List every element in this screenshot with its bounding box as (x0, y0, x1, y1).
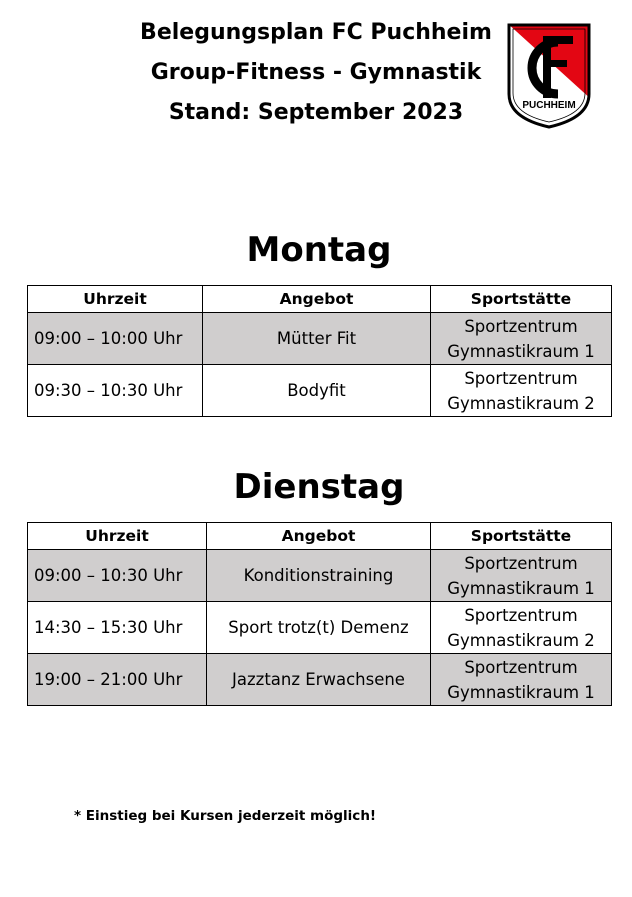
table-header-row (28, 286, 612, 313)
title-line-3: Stand: September 2023 (168, 100, 464, 125)
schedule-table-dienstag (27, 522, 612, 706)
schedule-table-montag (27, 285, 612, 417)
title-line-2: Group-Fitness - Gymnastik (150, 60, 482, 85)
venue-line-2: Gymnastikraum 1 (447, 341, 595, 361)
column-header-offer: Angebot (203, 286, 431, 313)
venue-line-1: Sportzentrum (464, 553, 578, 573)
column-header-venue: Sportstätte (431, 523, 612, 550)
footnote: * Einstieg bei Kursen jederzeit möglich! (74, 808, 377, 824)
venue-line-1: Sportzentrum (464, 316, 578, 336)
column-header-time: Uhrzeit (28, 523, 207, 550)
cell-time: 09:00 – 10:00 Uhr (28, 313, 203, 365)
column-header-venue: Sportstätte (431, 286, 612, 313)
venue-line-2: Gymnastikraum 2 (447, 630, 595, 650)
cell-venue (431, 602, 612, 654)
table-header-row (28, 523, 612, 550)
cell-time: 14:30 – 15:30 Uhr (28, 602, 207, 654)
column-header-offer: Angebot (207, 523, 431, 550)
day-heading-montag: Montag (246, 230, 392, 270)
cell-time: 09:00 – 10:30 Uhr (28, 550, 207, 602)
cell-time: 09:30 – 10:30 Uhr (28, 365, 203, 417)
table-row (28, 365, 612, 417)
table-row (28, 550, 612, 602)
title-line-1: Belegungsplan FC Puchheim (140, 20, 492, 45)
page-title (100, 20, 532, 140)
fc-puchheim-logo (506, 22, 592, 130)
cell-time: 19:00 – 21:00 Uhr (28, 654, 207, 706)
logo-text: PUCHHEIM (522, 100, 576, 111)
day-heading-dienstag: Dienstag (233, 467, 405, 507)
cell-venue (431, 313, 612, 365)
table-row (28, 313, 612, 365)
venue-line-1: Sportzentrum (464, 657, 578, 677)
venue-line-2: Gymnastikraum 2 (447, 393, 595, 413)
venue-line-2: Gymnastikraum 1 (447, 682, 595, 702)
table-row (28, 602, 612, 654)
cell-offer: Mütter Fit (203, 313, 431, 365)
table-row (28, 654, 612, 706)
cell-venue (431, 365, 612, 417)
column-header-time: Uhrzeit (28, 286, 203, 313)
cell-offer: Konditionstraining (207, 550, 431, 602)
cell-offer: Sport trotz(t) Demenz (207, 602, 431, 654)
cell-offer: Bodyfit (203, 365, 431, 417)
cell-venue (431, 654, 612, 706)
cell-venue (431, 550, 612, 602)
venue-line-1: Sportzentrum (464, 605, 578, 625)
cell-offer: Jazztanz Erwachsene (207, 654, 431, 706)
venue-line-1: Sportzentrum (464, 368, 578, 388)
venue-line-2: Gymnastikraum 1 (447, 578, 595, 598)
